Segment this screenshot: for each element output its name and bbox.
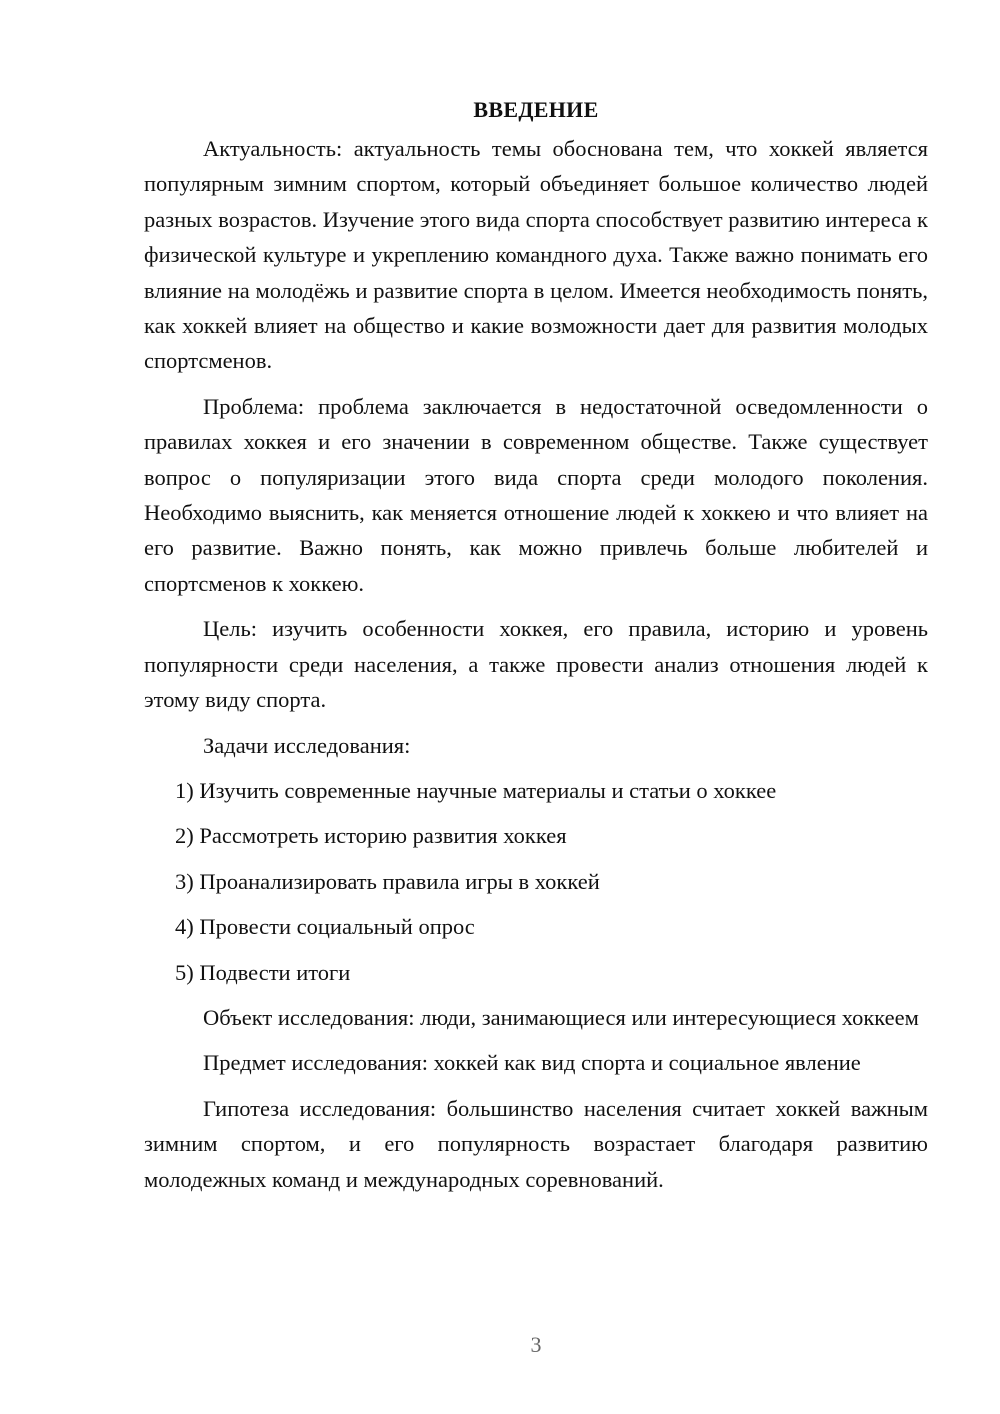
- problem-paragraph: Проблема: проблема заключается в недостаточной осведомленности о правилах хоккея и его значении в современном обществе. Также существует вопрос о популяризации этого вида спорта среди молодого поколения. Необходимо выяснить, как меняется отношение людей к хоккею и что влияет на его развитие. Важно понять, как можно привлечь больше любителей и спортсменов к хоккею.: [144, 393, 928, 596]
- task-item: 5) Подвести итоги: [175, 959, 351, 985]
- task-item: 1) Изучить современные научные материалы и статьи о хоккее: [175, 777, 777, 803]
- hypothesis-paragraph: Гипотеза исследования: большинство населения считает хоккей важным зимним спортом, и его популярность возрастает благодаря развитию молодежных команд и международных соревнований.: [144, 1095, 928, 1192]
- task-item: 3) Проанализировать правила игры в хоккей: [175, 868, 600, 894]
- tasks-title: Задачи исследования:: [203, 732, 411, 758]
- document-page: [144, 95, 928, 1207]
- tasks-list: [144, 773, 928, 990]
- object-paragraph: Объект исследования: люди, занимающиеся или интересующиеся хоккеем: [203, 1004, 919, 1030]
- task-item: 4) Провести социальный опрос: [175, 914, 475, 940]
- relevance-paragraph: Актуальность: актуальность темы обоснована тем, что хоккей является популярным зимним спортом, который объединяет большое количество людей разных возрастов. Изучение этого вида спорта способствует развитию интереса к физической культуре и укреплению командного духа. Также важно понимать его влияние на молодёжь и развитие спорта в целом. Имеется необходимость понять, как хоккей влияет на общество и какие возможности дает для развития молодых спортсменов.: [144, 136, 928, 374]
- section-heading: ВВЕДЕНИЕ: [473, 97, 599, 122]
- goal-paragraph: Цель: изучить особенности хоккея, его правила, историю и уровень популярности среди населения, а также провести анализ отношения людей к этому виду спорта.: [144, 616, 928, 713]
- task-item: 2) Рассмотреть историю развития хоккея: [175, 823, 567, 849]
- page-number: 3: [530, 1332, 542, 1357]
- subject-paragraph: Предмет исследования: хоккей как вид спорта и социальное явление: [203, 1050, 861, 1076]
